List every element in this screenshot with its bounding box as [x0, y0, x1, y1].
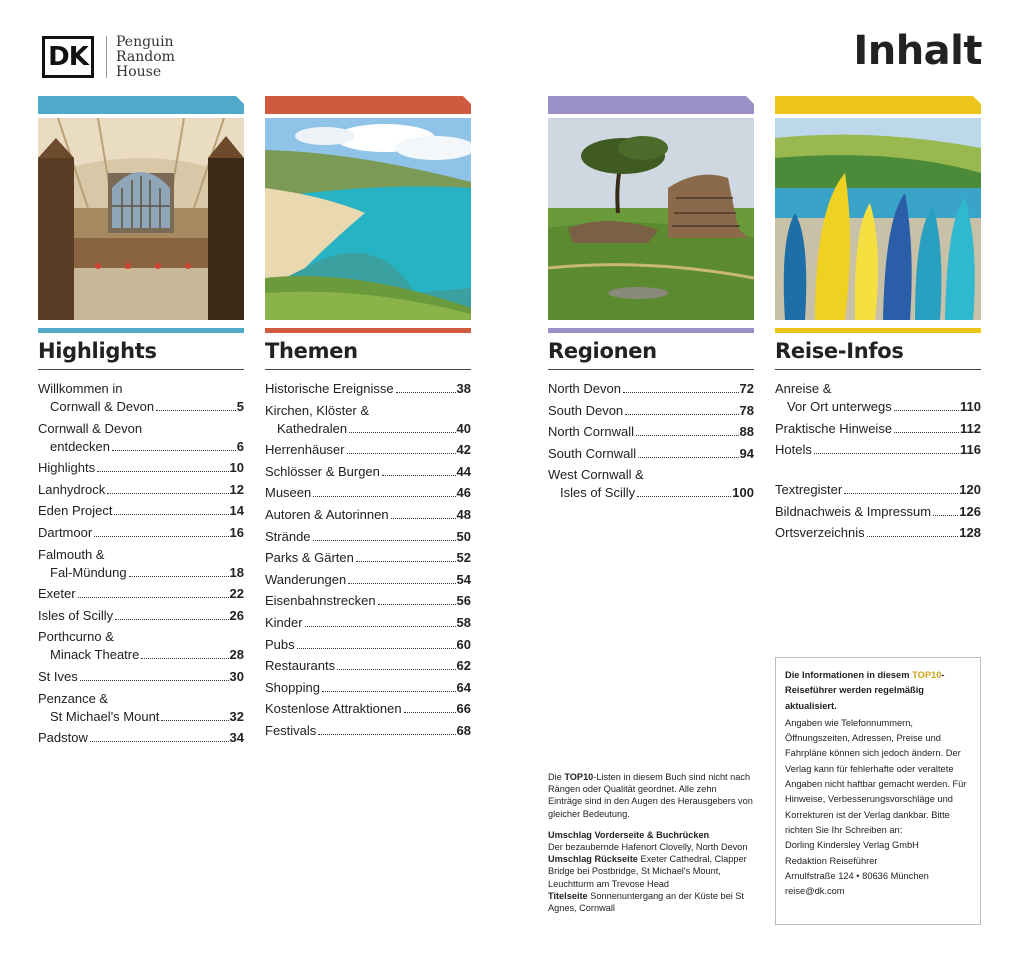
top10-note: [548, 771, 753, 914]
toc-entry-title: Cornwall & Devon: [50, 399, 155, 414]
toc-page-number: 46: [456, 485, 471, 501]
toc-entry-row: [548, 484, 754, 502]
toc-entry[interactable]: [775, 420, 981, 438]
toc-entry-title: Kathedralen: [277, 420, 348, 436]
update-info-box: [775, 657, 981, 925]
toc-entry-title: Museen: [265, 485, 312, 501]
toc-entry-row: [38, 585, 244, 603]
toc-entry[interactable]: [775, 524, 981, 542]
toc-entry-row: [38, 459, 244, 477]
toc-page-number: 88: [739, 424, 754, 440]
toc-entry[interactable]: [775, 441, 981, 459]
toc-leader-dots: [114, 514, 228, 515]
penguin-random-house-logo: [116, 35, 175, 80]
tor-tree-photo: [548, 118, 754, 320]
toc-leader-dots: [129, 576, 229, 577]
toc-leader-dots: [297, 648, 456, 649]
toc-entry-title-line: Anreise &: [775, 381, 832, 396]
toc-entry-title: Hotels: [775, 442, 812, 458]
cover-credits: [548, 829, 753, 914]
toc-entry-title: Lanhydrock: [38, 481, 106, 497]
toc-entry-title: Autoren & Autorinnen: [265, 506, 389, 522]
toc-leader-dots: [844, 493, 958, 494]
toc-entry-row: [775, 503, 981, 521]
toc-leader-dots: [156, 410, 236, 411]
toc-entry[interactable]: [265, 592, 471, 610]
toc-list: [775, 380, 981, 542]
address-line: Arnulfstraße 124 • 80636 München: [785, 870, 929, 881]
toc-entry[interactable]: [265, 700, 471, 718]
dk-logo: DK: [42, 36, 94, 78]
toc-entry-row: [38, 564, 244, 582]
top10-note-text: Die TOP10-Listen in diesem Buch sind nicht nach Rängen oder Qualität geordnet. Alle zehn Einträge sind in den Augen des Herausgebers von gleicher Bedeutung.: [548, 772, 753, 819]
toc-entry-title: Strände: [265, 528, 311, 544]
toc-entry-title-line: Porthcurno &: [38, 629, 114, 645]
toc-entry-title: Kostenlose Attraktionen: [265, 701, 402, 717]
section-tab: [548, 96, 754, 114]
toc-entry[interactable]: [38, 502, 244, 520]
toc-entry-title: Fal-Mündung: [50, 564, 127, 580]
toc-page-number: 40: [456, 420, 471, 436]
toc-entry-row: [265, 679, 471, 697]
toc-entry-row: [265, 380, 471, 398]
toc-entry-title: Parks & Gärten: [265, 550, 354, 566]
toc-leader-dots: [161, 720, 228, 721]
toc-page-number: 72: [739, 381, 754, 396]
toc-entry-title: Isles of Scilly: [38, 607, 114, 623]
toc-entry-title: Isles of Scilly: [560, 485, 636, 501]
toc-entry-title-line: Falmouth &: [38, 546, 105, 562]
toc-leader-dots: [638, 457, 738, 458]
toc-entry[interactable]: [265, 463, 471, 481]
toc-leader-dots: [378, 604, 456, 605]
toc-page-number: 58: [456, 614, 471, 630]
section-underline: [775, 328, 981, 333]
toc-entry[interactable]: [265, 402, 471, 438]
toc-entry-title: North Cornwall: [548, 424, 634, 440]
toc-entry-title: Padstow: [38, 730, 88, 746]
toc-page-number: 18: [229, 564, 244, 580]
toc-entry-row: [38, 438, 244, 456]
toc-leader-dots: [112, 450, 236, 451]
toc-list: [265, 380, 471, 740]
back-cover-text: Exeter Cathedral, Clapper Bridge bei Postbridge, St Michael's Mount, Leuchtturm am Trevose Head: [548, 854, 747, 889]
toc-leader-dots: [305, 626, 456, 627]
toc-leader-dots: [623, 392, 739, 393]
toc-page-number: 56: [456, 593, 471, 609]
section-underline: [38, 328, 244, 333]
toc-page-number: 66: [456, 701, 471, 717]
toc-page-number: 32: [229, 708, 244, 724]
toc-leader-dots: [322, 691, 456, 692]
toc-entry[interactable]: [775, 503, 981, 521]
back-cover-label: Umschlag Rückseite: [548, 854, 638, 865]
toc-entry[interactable]: [38, 628, 244, 664]
toc-page-number: 68: [456, 722, 471, 738]
contact-email[interactable]: reise@dk.com: [785, 886, 845, 897]
toc-leader-dots: [97, 471, 228, 472]
toc-entry-title: North Devon: [548, 381, 621, 396]
toc-page-number: 52: [456, 550, 471, 566]
toc-page-number: 128: [959, 525, 981, 541]
toc-page-number: 5: [236, 399, 244, 414]
section-title: Reise-Infos: [775, 339, 981, 370]
prh-line: Random: [116, 49, 175, 65]
cathedral-interior-photo: [38, 118, 244, 320]
toc-entry-title: Eden Project: [38, 503, 113, 519]
toc-entry[interactable]: [38, 481, 244, 499]
toc-entry-row: [265, 441, 471, 459]
toc-list: [548, 380, 754, 502]
logo-divider: [106, 36, 107, 78]
toc-entry[interactable]: [38, 690, 244, 726]
toc-entry[interactable]: [548, 402, 754, 420]
toc-entry[interactable]: [265, 657, 471, 675]
page-title: Inhalt: [853, 28, 982, 74]
toc-entry-row: [38, 668, 244, 686]
toc-entry-row: [548, 423, 754, 441]
toc-page-number: 16: [229, 524, 244, 540]
toc-entry-row: [38, 729, 244, 747]
toc-leader-dots: [391, 518, 456, 519]
toc-entry-title-line: Penzance &: [38, 690, 109, 706]
toc-leader-dots: [90, 741, 229, 742]
toc-entry-row: [775, 481, 981, 499]
section-tab: [38, 96, 244, 114]
toc-entry-title: Festivals: [265, 722, 317, 738]
toc-entry-title: St Ives: [38, 668, 78, 684]
toc-entry-title: Exeter: [38, 586, 76, 602]
toc-entry[interactable]: [38, 380, 244, 416]
toc-entry[interactable]: [548, 445, 754, 463]
toc-leader-dots: [933, 515, 958, 516]
toc-entry-row: [38, 607, 244, 625]
toc-page-number: 38: [456, 381, 471, 396]
toc-page-number: 54: [456, 571, 471, 587]
toc-leader-dots: [115, 619, 228, 620]
toc-page-number: 10: [229, 460, 244, 476]
toc-entry[interactable]: [38, 459, 244, 477]
toc-entry-title: South Devon: [548, 402, 624, 418]
section-tab: [775, 96, 981, 114]
section-tab: [265, 96, 471, 114]
toc-leader-dots: [894, 432, 959, 433]
surfboards-photo: [775, 118, 981, 320]
toc-page-number: 34: [229, 730, 244, 746]
toc-leader-dots: [404, 712, 456, 713]
toc-entry-row: [265, 463, 471, 481]
section-regionen: [548, 96, 754, 506]
toc-page-number: 30: [229, 668, 244, 684]
toc-leader-dots: [356, 561, 456, 562]
toc-entry[interactable]: [38, 607, 244, 625]
toc-leader-dots: [313, 496, 455, 497]
toc-entry[interactable]: [38, 668, 244, 686]
toc-page-number: 28: [229, 647, 244, 663]
toc-entry-title: Ortsverzeichnis: [775, 525, 865, 541]
toc-page-number: 78: [739, 402, 754, 418]
toc-page-number: 112: [960, 420, 981, 436]
toc-entry-row: [775, 420, 981, 438]
title-page-text: Sonnenuntergang an der Küste bei St Agnes, Cornwall: [548, 890, 744, 914]
toc-entry-title: St Michael's Mount: [50, 708, 160, 724]
toc-leader-dots: [348, 583, 455, 584]
address-line: Redaktion Reiseführer: [785, 855, 878, 866]
toc-entry-title: South Cornwall: [548, 445, 637, 461]
toc-entry-title: Wanderungen: [265, 571, 347, 587]
toc-entry[interactable]: [548, 423, 754, 441]
toc-page-number: 116: [960, 442, 981, 458]
toc-page-number: 62: [456, 658, 471, 674]
toc-leader-dots: [107, 493, 228, 494]
toc-entry[interactable]: [265, 380, 471, 398]
toc-page-number: 44: [456, 463, 471, 479]
toc-entry-row: [265, 484, 471, 502]
toc-entry-row: [548, 402, 754, 420]
toc-entry-row: [265, 528, 471, 546]
toc-entry-title: Textregister: [775, 482, 843, 498]
toc-entry[interactable]: [265, 636, 471, 654]
publisher-address: [785, 838, 971, 899]
toc-entry-row: [38, 502, 244, 520]
toc-leader-dots: [396, 392, 456, 393]
toc-entry-title: Restaurants: [265, 658, 336, 674]
toc-entry-row: [265, 614, 471, 632]
section-themen: [265, 96, 471, 744]
toc-entry-title: entdecken: [50, 438, 110, 454]
front-cover-text: Der bezaubernde Hafenort Clovelly, North Devon: [548, 842, 748, 853]
toc-page-number: 42: [456, 442, 471, 458]
toc-entry-row: [548, 380, 754, 398]
toc-entry-title: Pubs: [265, 636, 295, 652]
toc-entry-row: [265, 506, 471, 524]
section-highlights: [38, 96, 244, 751]
info-lead: Die Informationen in diesem TOP10-Reiseführer werden regelmäßig aktualisiert.: [785, 670, 945, 711]
toc-entry-title-line: Cornwall & Devon: [38, 420, 143, 436]
toc-leader-dots: [78, 597, 229, 598]
toc-entry-row: [265, 657, 471, 675]
prh-line: House: [116, 64, 162, 80]
toc-page-number: 110: [960, 399, 981, 414]
toc-leader-dots: [636, 435, 739, 436]
toc-entry[interactable]: [265, 484, 471, 502]
section-reise-infos: [775, 96, 981, 546]
toc-page-number: 64: [456, 679, 471, 695]
toc-leader-dots: [867, 536, 959, 537]
section-underline: [265, 328, 471, 333]
toc-leader-dots: [349, 432, 455, 433]
title-page-label: Titelseite: [548, 890, 588, 901]
info-body: Angaben wie Telefonnummern, Öffnungszeiten, Adressen, Preise und Fahrpläne können sich jedoch ändern. Der Verlag kann für fehlerhafte oder veraltete Angaben nicht haftbar gemacht werden. Für Hinweise, Verbesserungsvorschläge und Korrekturen ist der Verlag dankbar. Bitte richten Sie Ihr Schreiben an:: [785, 717, 967, 835]
section-underline: [548, 328, 754, 333]
toc-leader-dots: [337, 669, 455, 670]
toc-entry-title: Kinder: [265, 614, 303, 630]
toc-entry[interactable]: [38, 420, 244, 456]
toc-page-number: 6: [236, 438, 244, 454]
toc-entry-title: Dartmoor: [38, 524, 93, 540]
front-cover-label: Umschlag Vorderseite & Buchrücken: [548, 829, 710, 840]
toc-entry[interactable]: [265, 614, 471, 632]
toc-entry-row: [265, 700, 471, 718]
toc-page-number: 60: [456, 636, 471, 652]
toc-entry-row: [548, 445, 754, 463]
toc-entry-title: Vor Ort unterwegs: [787, 399, 892, 414]
prh-line: Penguin: [116, 34, 174, 50]
toc-leader-dots: [80, 680, 229, 681]
toc-entry-title: Shopping: [265, 679, 320, 695]
toc-leader-dots: [382, 475, 456, 476]
toc-entry-row: [265, 722, 471, 740]
toc-list: [38, 380, 244, 747]
section-title: Themen: [265, 339, 471, 370]
toc-entry[interactable]: [775, 481, 981, 499]
toc-entry-title-line: West Cornwall &: [548, 467, 644, 483]
toc-leader-dots: [94, 536, 228, 537]
toc-page-number: 100: [732, 485, 754, 501]
toc-entry-row: [38, 481, 244, 499]
toc-entry[interactable]: [265, 441, 471, 459]
toc-entry-row: [38, 708, 244, 726]
toc-entry-row: [265, 420, 471, 438]
toc-entry-row: [775, 524, 981, 542]
toc-entry-row: [265, 592, 471, 610]
toc-entry-title-line: Kirchen, Klöster &: [265, 402, 370, 418]
toc-leader-dots: [318, 734, 455, 735]
toc-leader-dots: [625, 414, 738, 415]
toc-page-number: 26: [229, 607, 244, 623]
toc-entry-row: [38, 524, 244, 542]
toc-leader-dots: [313, 540, 456, 541]
toc-entry[interactable]: [775, 380, 981, 416]
toc-entry-title: Praktische Hinweise: [775, 420, 893, 436]
toc-page-number: 14: [229, 503, 244, 519]
toc-entry[interactable]: [265, 679, 471, 697]
section-title: Highlights: [38, 339, 244, 370]
toc-entry-title-line: Willkommen in: [38, 381, 123, 396]
toc-entry[interactable]: [548, 466, 754, 502]
toc-page-number: 48: [456, 506, 471, 522]
toc-entry[interactable]: [265, 722, 471, 740]
toc-entry-row: [265, 571, 471, 589]
toc-leader-dots: [347, 453, 456, 454]
toc-entry-title: Highlights: [38, 460, 96, 476]
toc-entry[interactable]: [38, 585, 244, 603]
toc-page-number: 120: [959, 482, 981, 498]
section-title: Regionen: [548, 339, 754, 370]
toc-entry-title: Historische Ereignisse: [265, 381, 394, 396]
toc-entry[interactable]: [265, 506, 471, 524]
toc-entry-title: Schlösser & Burgen: [265, 463, 380, 479]
toc-entry[interactable]: [38, 546, 244, 582]
toc-leader-dots: [637, 496, 731, 497]
address-line: Dorling Kindersley Verlag GmbH: [785, 840, 919, 851]
toc-entry-title: Bildnachweis & Impressum: [775, 503, 932, 519]
toc-page-number: 94: [739, 445, 754, 461]
beach-coast-photo: [265, 118, 471, 320]
toc-entry-row: [38, 646, 244, 664]
toc-entry-row: [38, 398, 244, 416]
toc-entry-row: [775, 398, 981, 416]
toc-entry[interactable]: [265, 549, 471, 567]
toc-entry-title: Eisenbahnstrecken: [265, 593, 376, 609]
toc-entry[interactable]: [265, 528, 471, 546]
toc-entry-title: Minack Theatre: [50, 647, 140, 663]
toc-leader-dots: [814, 453, 959, 454]
toc-leader-dots: [141, 658, 228, 659]
toc-entry-row: [775, 441, 981, 459]
toc-entry[interactable]: [265, 571, 471, 589]
toc-entry-row: [265, 636, 471, 654]
toc-page-number: 12: [229, 481, 244, 497]
toc-page-number: 50: [456, 528, 471, 544]
toc-entry[interactable]: [38, 524, 244, 542]
toc-entry[interactable]: [38, 729, 244, 747]
toc-entry-row: [265, 549, 471, 567]
toc-page-number: 126: [959, 503, 981, 519]
toc-entry[interactable]: [548, 380, 754, 398]
toc-leader-dots: [894, 410, 959, 411]
toc-page-number: 22: [229, 586, 244, 602]
toc-entry-title: Herrenhäuser: [265, 442, 345, 458]
